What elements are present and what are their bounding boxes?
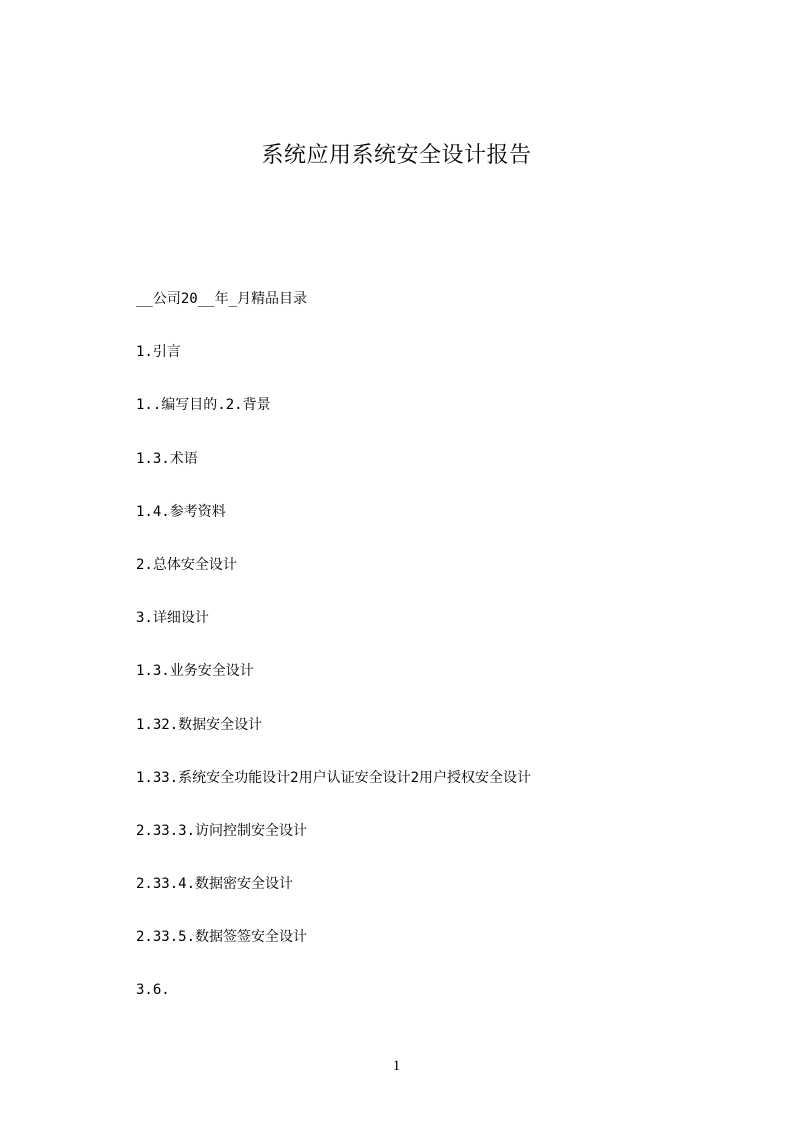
toc-line: 1.4.参考资料 <box>136 503 226 520</box>
toc-line: 2.33.5.数据签签安全设计 <box>136 929 308 946</box>
toc-line: 1..编写目的.2.背景 <box>136 397 271 414</box>
toc-line: 1.3.业务安全设计 <box>136 663 254 680</box>
toc-line: 3.6. <box>136 982 170 999</box>
table-of-contents <box>136 289 756 1034</box>
toc-line: 1.3.术语 <box>136 450 198 467</box>
toc-line: __公司20__年_月精品目录 <box>136 291 308 307</box>
toc-line: 1.32.数据安全设计 <box>136 716 263 733</box>
document-title: 系统应用系统安全设计报告 <box>261 143 532 168</box>
toc-line: 2.33.3.访问控制安全设计 <box>136 822 308 839</box>
page-number: 1 <box>392 1058 401 1074</box>
toc-line: 1.33.系统安全功能设计2用户认证安全设计2用户授权安全设计 <box>136 769 531 786</box>
toc-line: 2.33.4.数据密安全设计 <box>136 876 294 893</box>
toc-line: 2.总体安全设计 <box>136 556 237 573</box>
toc-line: 1.引言 <box>136 344 181 361</box>
toc-line: 3.详细设计 <box>136 610 209 627</box>
